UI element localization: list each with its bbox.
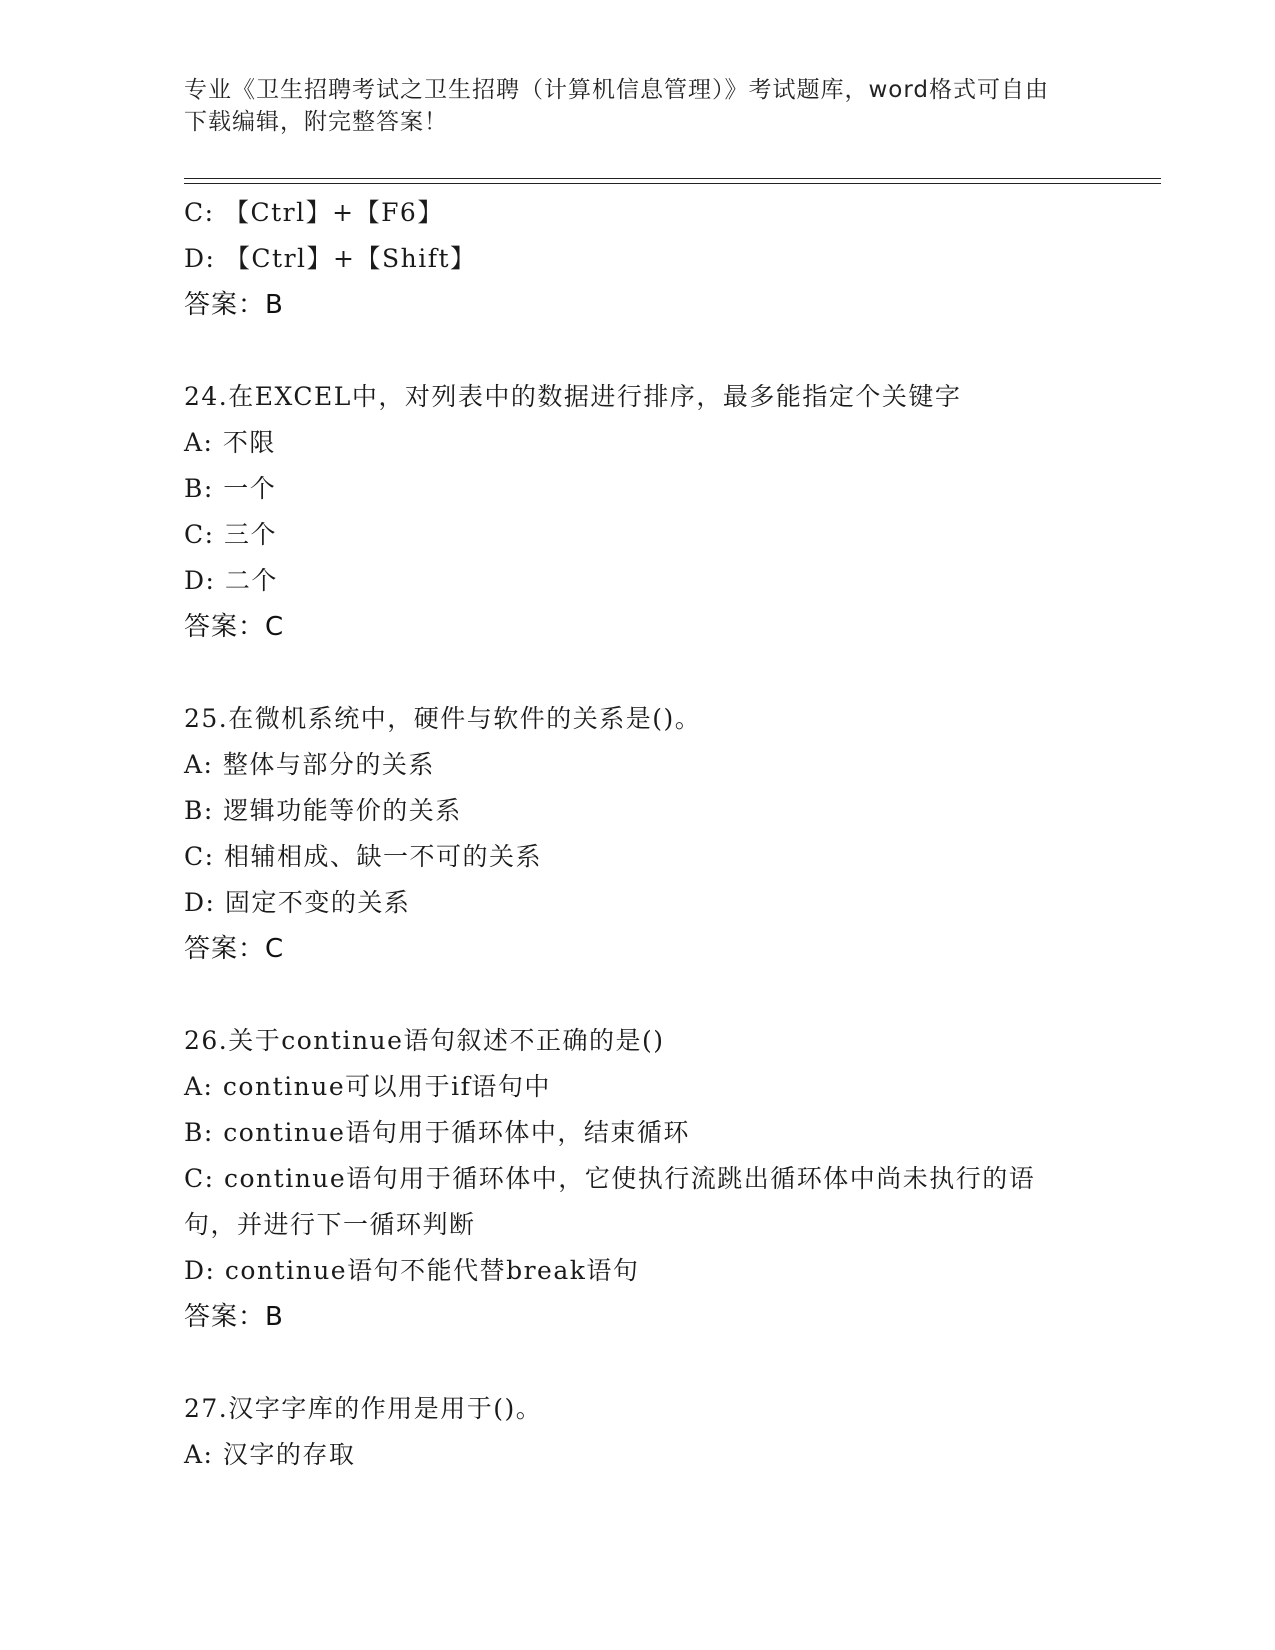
question-block-25: [184, 696, 1084, 972]
question-block-27: [184, 1386, 1084, 1478]
option-a: A: 不限: [184, 428, 276, 457]
spacer: [184, 972, 1084, 1018]
question-block-26: [184, 1018, 1084, 1340]
option-c: C: continue语句用于循环体中，它使执行流跳出循环体中尚未执行的语句，并进行下一循环判断: [184, 1164, 1036, 1239]
option-a: A: 整体与部分的关系: [184, 750, 435, 779]
header-divider-top: [184, 178, 1161, 179]
spacer: [184, 328, 1084, 374]
option-d: D: 二个: [184, 566, 278, 595]
option-b: B: 逻辑功能等价的关系: [184, 796, 462, 825]
option-d: D: continue语句不能代替break语句: [184, 1256, 640, 1285]
option-c: C: 相辅相成、缺一不可的关系: [184, 842, 542, 871]
option-a: A: 汉字的存取: [184, 1440, 356, 1469]
option-c: C: 【Ctrl】+【F6】: [184, 198, 444, 227]
option-b: B: 一个: [184, 474, 277, 503]
answer-line: 答案：B: [184, 290, 284, 320]
document-header: 专业《卫生招聘考试之卫生招聘（计算机信息管理）》考试题库，word格式可自由下载编辑，附完整答案！: [184, 77, 1050, 135]
question-block-24: [184, 374, 1084, 650]
answer-line: 答案：B: [184, 1302, 284, 1332]
answer-line: 答案：C: [184, 934, 285, 964]
header-divider-bottom: [184, 183, 1161, 184]
option-a: A: continue可以用于if语句中: [184, 1072, 551, 1101]
question-stem: 25.在微机系统中，硬件与软件的关系是()。: [184, 704, 702, 733]
question-content: [184, 190, 1084, 1478]
spacer: [184, 650, 1084, 696]
question-stem: 24.在EXCEL中，对列表中的数据进行排序，最多能指定个关键字: [184, 382, 962, 411]
option-c: C: 三个: [184, 520, 277, 549]
option-b: B: continue语句用于循环体中，结束循环: [184, 1118, 690, 1147]
question-stem: 27.汉字字库的作用是用于()。: [184, 1394, 543, 1423]
answer-line: 答案：C: [184, 612, 285, 642]
spacer: [184, 1340, 1084, 1386]
question-stem: 26.关于continue语句叙述不正确的是(): [184, 1026, 665, 1055]
option-d: D: 【Ctrl】+【Shift】: [184, 244, 477, 273]
option-d: D: 固定不变的关系: [184, 888, 411, 917]
